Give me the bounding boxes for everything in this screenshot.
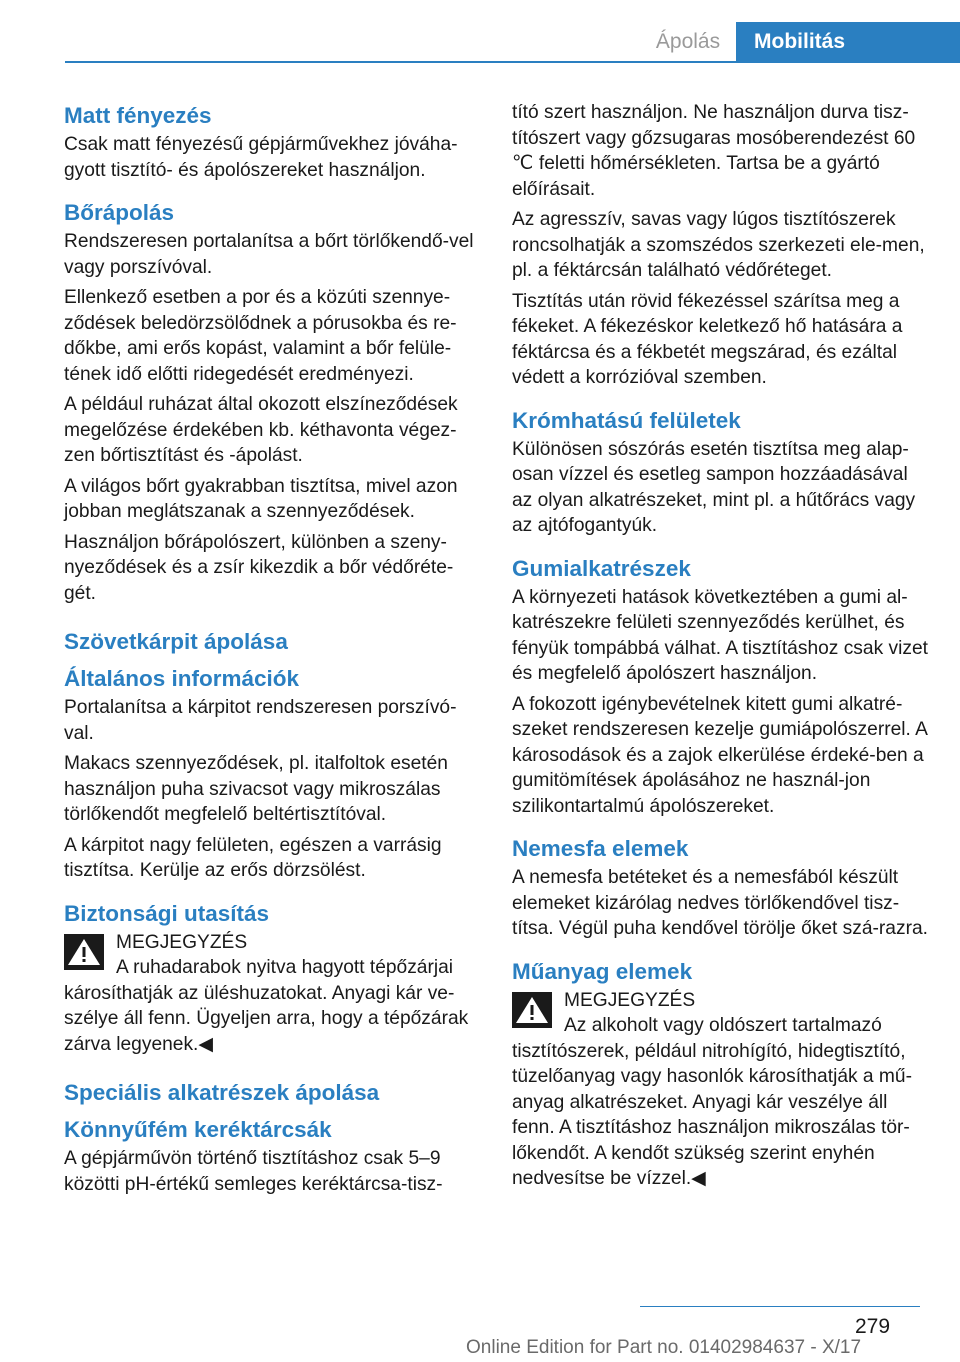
paragraph: A kárpitot nagy felületen, egészen a varrásig tisztítsa. Kerülje az erős dörzsölést. [64,834,442,881]
heading-kromhatasu-feluletek: Krómhatású felületek [512,407,741,433]
paragraph: Portalanítsa a kárpitot rendszeresen porszívó-val. [64,697,457,744]
paragraph: A gépjárművön történő tisztításhoz csak 5–9 közötti pH-értékű semleges keréktárcsa-tisz- [64,1148,443,1195]
warning-text: tisztítószerek, például nitrohígító, hidegtisztító, tüzelőanyag vagy hasonlók károsíthatják a mű-anyag alkatrészeket. Anyagi kár veszélye áll fenn. A tisztításhoz használjon mikroszálas tör-lőkendőt. A kendőt szükség szerint enyhén nedvesítse be vízzel.◀ [512,1040,912,1189]
paragraph: A fokozott igénybevételnek kitett gumi alkatré-szeket rendszeresen kezelje gumiápolószerrel. A károsodások és a zajok elkerülése érdeké-ben a gumitömítések ápolásához ne használ-jon szilikontartalmú ápolószereket. [512,693,927,817]
warning-icon [64,934,104,970]
paragraph: Ellenkező esetben a por és a közúti szennye-ződések beledörzsölődnek a pórusokba és re-dőkbe, ami erős kopást, valamint a bőr felüle-tének idő előtti ridegedését eredményezi. [64,287,457,385]
paragraph: Az agresszív, savas vagy lúgos tisztítószerek roncsolhatják a szomszédos szerkezeti ele-men, pl. a féktárcsán található védőréteget. [512,209,925,281]
edition-note: Online Edition for Part no. 01402984637 - X/17 [466,1337,862,1358]
heading-muanyag-elemek: Műanyag elemek [512,958,693,984]
paragraph: A környezeti hatások következtében a gumi al-katrészekre felületi szennyeződés kerülhet, és fényük tompábbá válhat. A tisztításhoz csak vizet és megfelelő ápolószert használjon. [512,586,928,684]
heading-altalanos-informaciok: Általános információk [64,666,300,691]
header-rule [65,61,960,63]
heading-specialis-alkatreszek: Speciális alkatrészek ápolása [64,1080,380,1105]
right-column [512,100,928,1192]
paragraph: Használjon bőrápolószert, különben a szeny-nyeződések és a zsír kikezdik a bőr védőréte-gét. [64,531,454,604]
warning-note [512,988,928,1192]
warning-icon [512,992,552,1028]
paragraph: A például ruházat által okozott elszíneződések megelőzése érdekében kb. kéthavonta végez-zen bőrtisztítást és -ápolást. [64,394,458,466]
warning-note [64,930,480,1058]
heading-konnyufem-kereктarcsak: Könnyűfém keréktárcsák [64,1117,332,1142]
section-tab-apolas[interactable]: Ápolás [655,30,721,53]
heading-borapolas: Bőrápolás [64,200,175,225]
paragraph: A világos bőrt gyakrabban tisztítsa, mivel azon jobban meglátszanak a szennyeződések. [64,475,458,522]
paragraph: Különösen sószórás esetén tisztítsa meg alap-osan vízzel és esetleg sampon hozzáadásával az olyan alkatrészeket, mint pl. a hűtőrács vagy az ajtófogantyúk. [512,438,916,536]
page-number: 279 [855,1315,891,1338]
left-column [64,100,480,1197]
heading-nemesfa-elemek: Nemesfa elemek [512,836,689,861]
paragraph: Tisztítás után rövid fékezéssel szárítsa meg a fékeket. A fékezéskor keletkező hő hatására a féktárcsa és a fékbetét megszárad, és ezáltal védett a korrózióval szemben. [512,290,903,388]
warning-text: károsíthatják az üléshuzatokat. Anyagi kár ve-szélye áll fenn. Ügyeljen arra, hogy a tépőzárak zárva legyenek.◀ [64,982,469,1055]
heading-biztonsagi-utasitas: Biztonsági utasítás [64,900,270,926]
warning-text-first-line: A ruhadarabok nyitva hagyott tépőzárjai [116,957,454,978]
warning-label: MEGJEGYZÉS [116,931,248,953]
heading-gumialkatreszek: Gumialkatrészek [512,555,691,581]
footer-rule [640,1306,920,1307]
section-tab-mobilitas[interactable]: Mobilitás [736,22,960,62]
heading-matt-fenyezes: Matt fényezés [64,103,212,128]
warning-text-first-line: Az alkoholt vagy oldószert tartalmazó [564,1015,882,1036]
paragraph: Rendszeresen portalanítsa a bőrt törlőkendő-vel vagy porszívóval. [64,231,474,278]
paragraph: Csak matt fényezésű gépjárművekhez jóváha-gyott tisztító- és ápolószereket használjon. [64,134,458,181]
heading-szovetkarpit: Szövetkárpit ápolása [64,629,288,654]
page-header [0,0,960,62]
paragraph: tító szert használjon. Ne használjon durva tisz-títószert vagy gőzsugaras mosóberendezést 60 ℃ feletti hőmérsékleten. Tartsa be a gyártó előírásait. [512,102,916,200]
paragraph: Makacs szennyeződések, pl. italfoltok esetén használjon puha szivacsot vagy mikroszálas törlőkendőt megfelelő beltértisztítóval. [64,753,448,825]
warning-label: MEGJEGYZÉS [564,989,696,1011]
paragraph: A nemesfa betéteket és a nemesfából készült elemeket kizárólag nedves törlőkendővel tisz-títsa. Végül puha kendővel törölje őket szá-razra. [512,867,928,939]
